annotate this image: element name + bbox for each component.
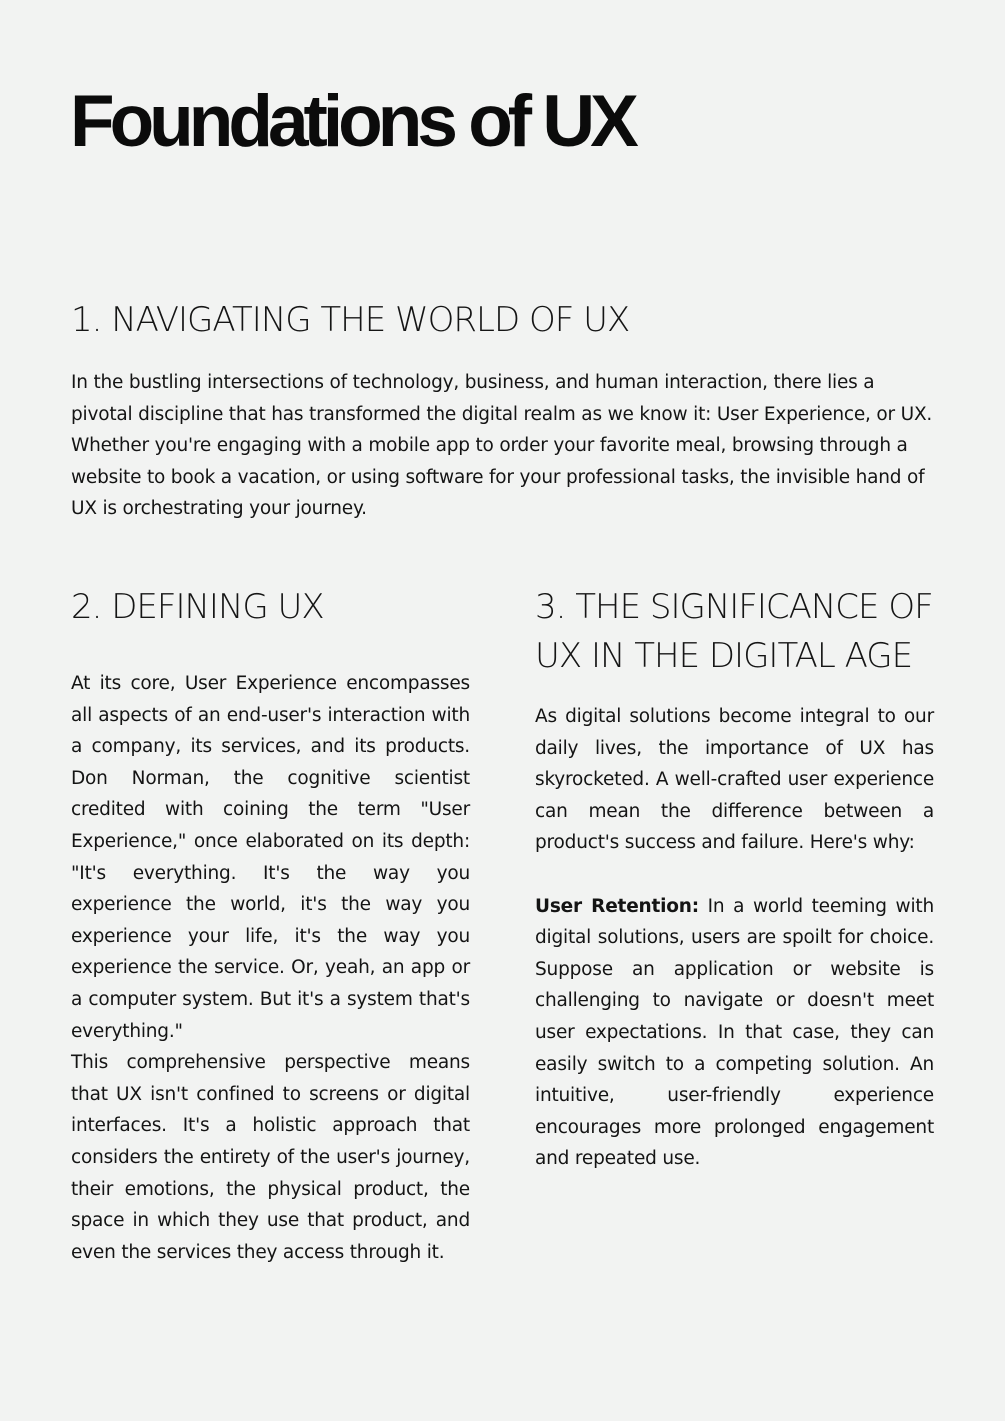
section-paragraph: At its core, User Experience encompasses all aspects of an end-user's interaction with a company, its services, and its products. Don Norman, the cognitive scientist credited with coining the term "User Experience," once elaborated on its depth: "It's everything. It's the way you experience the world, it's the way you experience your life, it's the way you experience the service. Or, yeah, an app or a computer system. But it's a system that's everything." <box>71 673 470 1042</box>
section-heading: 3. THE SIGNIFICANCE OF UX IN THE DIGITAL AGE <box>535 587 933 676</box>
page-title: Foundations of UX <box>70 81 634 162</box>
point-label: User Retention: <box>535 895 699 917</box>
paragraph-spacer <box>535 859 934 891</box>
section-heading: 2. DEFINING UX <box>71 587 324 627</box>
section-heading: 1. NAVIGATING THE WORLD OF UX <box>71 300 630 340</box>
user-retention-point <box>535 891 934 1175</box>
section-significance-ux <box>535 583 934 1175</box>
section-navigating-ux <box>71 296 935 525</box>
section-paragraph: In the bustling intersections of technology, business, and human interaction, there lies a pivotal discipline that has transformed the digital realm as we know it: User Experience, or UX. Whether you're engaging with a mobile app to order your favorite meal, browsing through a website to book a vacation, or using software for your professional tasks, the invisible hand of UX is orchestrating your journey. <box>71 372 933 520</box>
point-text: In a world teeming with digital solutions, users are spoilt for choice. Suppose an application or website is challenging to navigate or doesn't meet user expectations. In that case, they can easily switch to a competing solution. An intuitive, user-friendly experience encourages more prolonged engagement and repeated use. <box>535 895 934 1170</box>
section-paragraph: This comprehensive perspective means that UX isn't confined to screens or digital interfaces. It's a holistic approach that considers the entirety of the user's journey, their emotions, the physical product, the space in which they use that product, and even the services they access through it. <box>71 1052 470 1263</box>
section-defining-ux <box>71 583 470 1268</box>
section-paragraph: As digital solutions become integral to our daily lives, the importance of UX has skyrocketed. A well-crafted user experience can mean the difference between a product's success and failure. Here's why: <box>535 706 934 854</box>
